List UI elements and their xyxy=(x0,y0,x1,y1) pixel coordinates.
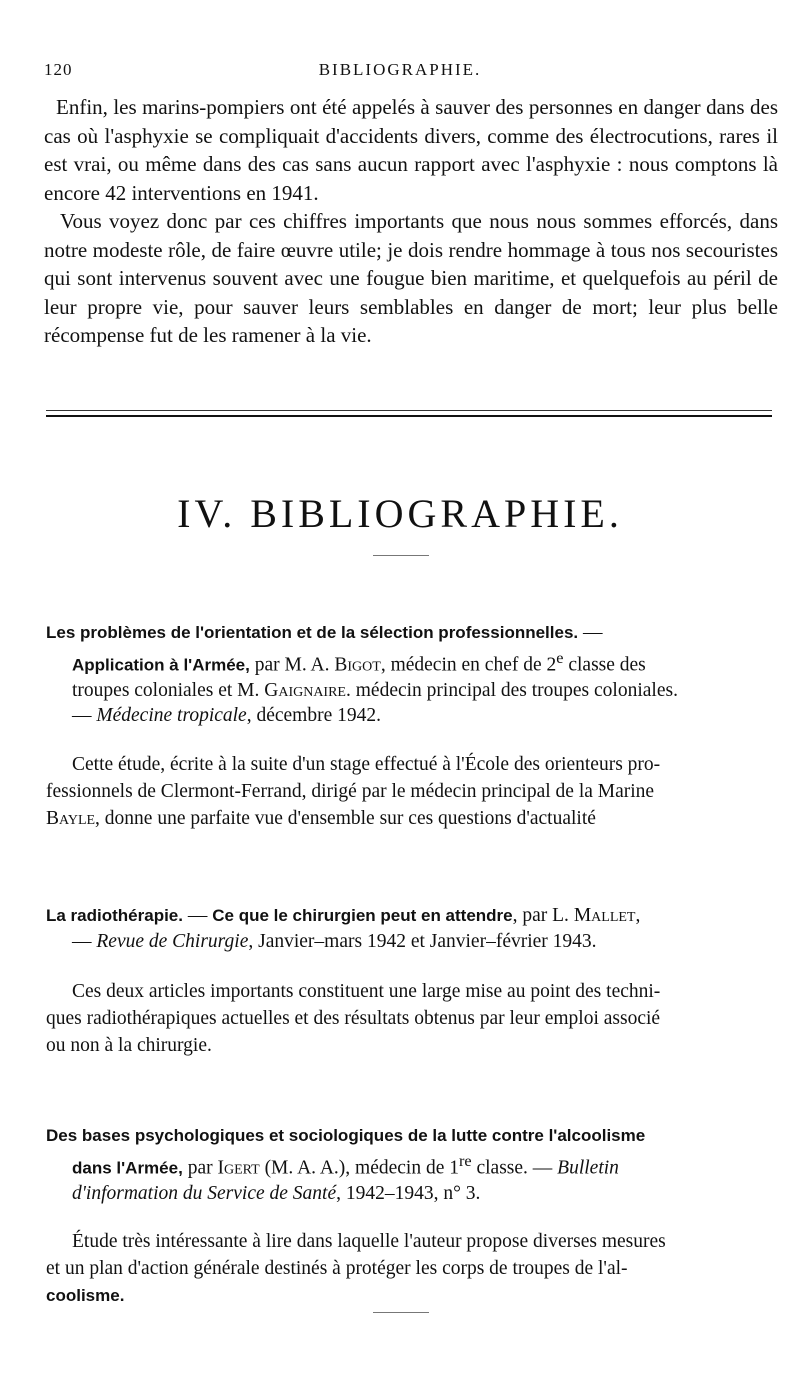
entry-3-line-2 xyxy=(46,1149,778,1181)
entry-2-dash: — xyxy=(182,905,213,926)
end-short-rule xyxy=(373,1312,429,1313)
entry-1-subtitle: Application à l'Armée, xyxy=(72,655,250,674)
bibliography-entry-1 xyxy=(46,620,778,832)
section-short-rule xyxy=(373,555,429,556)
entry-2-summary-line-2: ques radiothérapiques actuelles et des résultats obtenus par leur emploi associé xyxy=(46,1008,661,1029)
entry-1-role-1-end: classe des xyxy=(563,654,646,675)
entry-1-journal: Médecine tropicale xyxy=(96,705,247,726)
intro-paragraph-1: Enfin, les marins-pompiers ont été appelés à sauver des personnes en danger dans des cas où l'asphyxie se compliquait d'accidents divers, comme des électrocutions, rares il est vrai, ou même dans des cas sans aucun rapport avec l'asphyxie : nous comptons là encore 42 interventions en 1941. xyxy=(44,95,778,205)
entry-3-author: Igert xyxy=(217,1157,260,1178)
page-number: 120 xyxy=(44,60,73,79)
entry-3-summary-line-1: Étude très intéressante à lire dans laquelle l'auteur propose diverses mesures xyxy=(72,1231,666,1252)
entry-1-role-1-cont: troupes coloniales et M. xyxy=(72,679,265,701)
entry-1-line-1 xyxy=(46,620,778,646)
entry-2-journal: Revue de Chirurgie xyxy=(96,930,249,952)
entry-1-date: , décembre 1942. xyxy=(246,705,382,726)
entry-1-author-2: Gaignaire xyxy=(264,679,346,701)
intro-paragraph-2: Vous voyez donc par ces chiffres importants que nous nous sommes efforcés, dans notre modeste rôle, de faire œuvre utile; je dois rendre hommage à tous nos secouristes qui sont intervenus souvent avec une fougue bien maritime, et quelquefois au péril de leur propre vie, pour sauver leurs semblables en danger de mort; leur plus belle récompense fut de les ramener à la vie. xyxy=(44,209,778,347)
entry-1-dash-2: — xyxy=(72,705,97,726)
entry-3-citation xyxy=(46,1123,778,1206)
bibliography-entry-2 xyxy=(46,903,778,1059)
running-head xyxy=(44,60,756,84)
entry-3-summary-line-2: et un plan d'action générale destinés à protéger les corps de troupes de l'al- xyxy=(46,1258,628,1279)
entry-2-summary-line-3: ou non à la chirurgie. xyxy=(46,1035,212,1056)
entry-3-date: , 1942–1943, n° 3. xyxy=(336,1182,481,1204)
entry-3-line-3 xyxy=(46,1181,778,1207)
entry-3-journal-1: Bulletin xyxy=(557,1157,619,1178)
section-title: IV. BIBLIOGRAPHIE. xyxy=(177,491,623,536)
entry-1-summary-name: Bayle xyxy=(46,807,96,829)
entry-2-summary-line-1: Ces deux articles importants constituent une large mise au point des techni- xyxy=(72,981,661,1002)
entry-1-citation xyxy=(46,620,778,729)
entry-1-author-1: Bigot xyxy=(334,654,381,675)
entry-3-by: par xyxy=(182,1157,218,1178)
entry-2-title: La radiothérapie. xyxy=(46,906,183,925)
entry-1-summary-line-3 xyxy=(46,805,778,832)
entry-1-role-1: , médecin en chef de 2 xyxy=(380,654,557,675)
entry-2-citation xyxy=(46,903,778,954)
entry-3-journal-2: d'information du Service de Santé xyxy=(72,1182,337,1204)
entry-2-author: Mallet xyxy=(573,905,636,926)
entry-1-summary-line-1: Cette étude, écrite à la suite d'un stage effectué à l'École des orienteurs pro- xyxy=(72,753,661,775)
entry-2-by-end: , xyxy=(635,905,641,926)
entry-1-summary xyxy=(46,751,778,832)
entry-2-date: , Janvier–mars 1942 et Janvier–février 1943. xyxy=(248,930,597,952)
entry-3-role-end: classe. — xyxy=(471,1157,558,1178)
section-divider-top xyxy=(46,410,772,411)
entry-1-summary-line-3-rest: , donne une parfaite vue d'ensemble sur ces questions d'actualité xyxy=(95,807,596,829)
entry-3-role: (M. A. A.), médecin de 1 xyxy=(259,1157,459,1178)
entry-2-summary xyxy=(46,978,778,1059)
entry-1-dash: — xyxy=(578,622,603,643)
entry-2-line-2 xyxy=(46,929,778,955)
entry-3-title: Des bases psychologiques et sociologiques de la lutte contre l'alcoolisme xyxy=(46,1126,646,1145)
entry-2-subtitle: Ce que le chirurgien peut en attendre xyxy=(212,906,513,925)
intro-text xyxy=(44,93,778,350)
entry-3-summary-line-3 xyxy=(46,1282,778,1309)
entry-3-subtitle: dans l'Armée, xyxy=(72,1158,183,1177)
entry-3-summary xyxy=(46,1228,778,1309)
entry-1-line-3 xyxy=(46,678,778,704)
section-divider-bottom xyxy=(46,415,772,417)
entry-1-by: par M. A. xyxy=(249,654,335,675)
entry-3-role-sup: re xyxy=(458,1151,472,1170)
entry-3-summary-last: coolisme. xyxy=(46,1286,125,1305)
entry-1-line-4 xyxy=(46,703,778,729)
entry-1-role-2: . médecin principal des troupes coloniales. xyxy=(346,679,678,701)
entry-1-line-2 xyxy=(46,646,778,678)
entry-2-line-1 xyxy=(46,903,778,929)
entry-3-line-1 xyxy=(46,1123,778,1149)
entry-1-role-sup: e xyxy=(556,648,564,667)
entry-1-summary-line-2: fessionnels de Clermont-Ferrand, dirigé par le médecin principal de la Marine xyxy=(46,780,655,802)
entry-2-by: , par L. xyxy=(512,905,574,926)
running-title: BIBLIOGRAPHIE. xyxy=(318,60,482,79)
entry-1-title: Les problèmes de l'orientation et de la sélection professionnelles. xyxy=(46,623,579,642)
bibliography-entry-3 xyxy=(46,1123,778,1309)
entry-2-dash-2: — xyxy=(72,930,97,952)
